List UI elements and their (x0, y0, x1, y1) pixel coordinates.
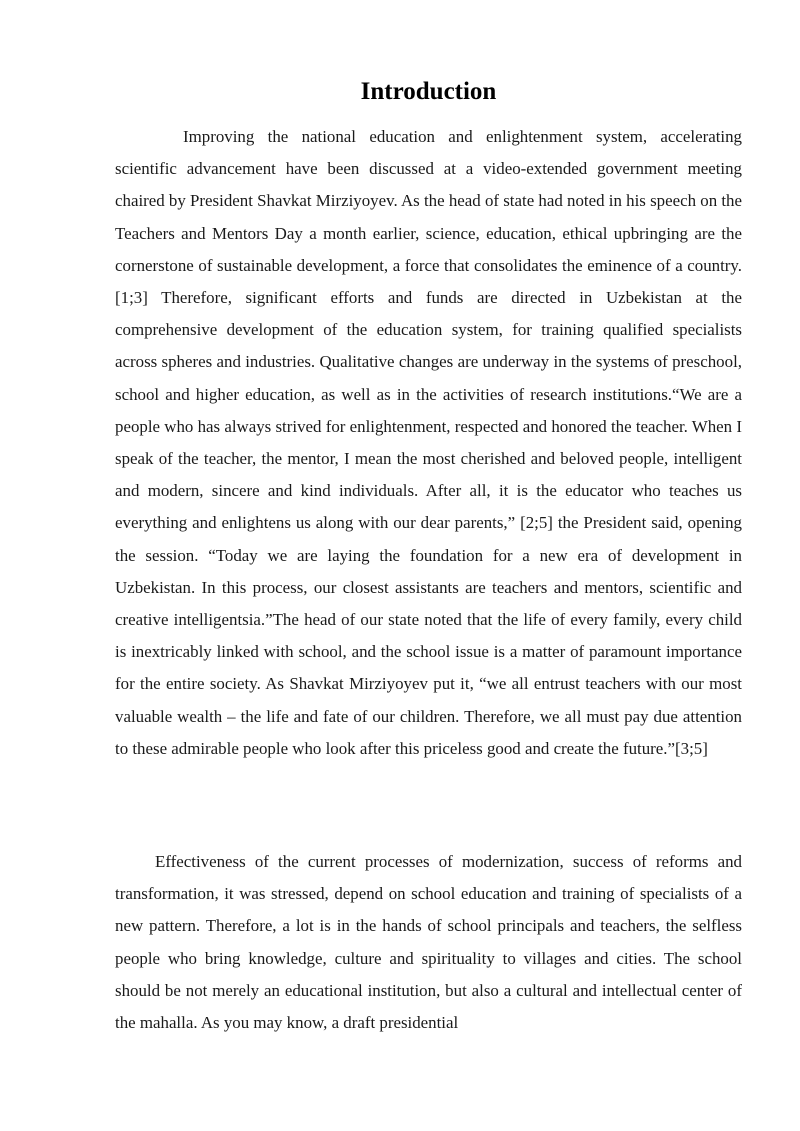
paragraph-1: Improving the national education and enlightenment system, accelerating scientific advancement have been discussed at a video-extended government meeting chaired by President Shavkat Mirziyoyev. As the head of state had noted in his speech on the Teachers and Mentors Day a month earlier, science, education, ethical upbringing are the cornerstone of sustainable development, a force that consolidates the eminence of a country. [1;3] Therefore, significant efforts and funds are directed in Uzbekistan at the comprehensive development of the education system, for training qualified specialists across spheres and industries. Qualitative changes are underway in the systems of preschool, school and higher education, as well as in the activities of research institutions.“We are a people who has always strived for enlightenment, respected and honored the teacher. When I speak of the teacher, the mentor, I mean the most cherished and beloved people, intelligent and modern, sincere and kind individuals. After all, it is the educator who teaches us everything and enlightens us along with our dear parents,” [2;5] the President said, opening the session. “Today we are laying the foundation for a new era of development in Uzbekistan. In this process, our closest assistants are teachers and mentors, scientific and creative intelligentsia.”The head of our state noted that the life of every family, every child is inextricably linked with school, and the school issue is a matter of paramount importance for the entire society. As Shavkat Mirziyoyev put it, “we all entrust teachers with our most valuable wealth – the life and fate of our children. Therefore, we all must pay due attention to these admirable people who look after this priceless good and create the future.”[3;5] (115, 127, 742, 758)
paragraph-2: Effectiveness of the current processes of modernization, success of reforms and transformation, it was stressed, depend on school education and training of specialists of a new pattern. Therefore, a lot is in the hands of school principals and teachers, the selfless people who bring knowledge, culture and spirituality to villages and cities. The school should be not merely an educational institution, but also a cultural and intellectual center of the mahalla. As you may know, a draft presidential (115, 852, 742, 1033)
page-title: Introduction (360, 78, 497, 105)
